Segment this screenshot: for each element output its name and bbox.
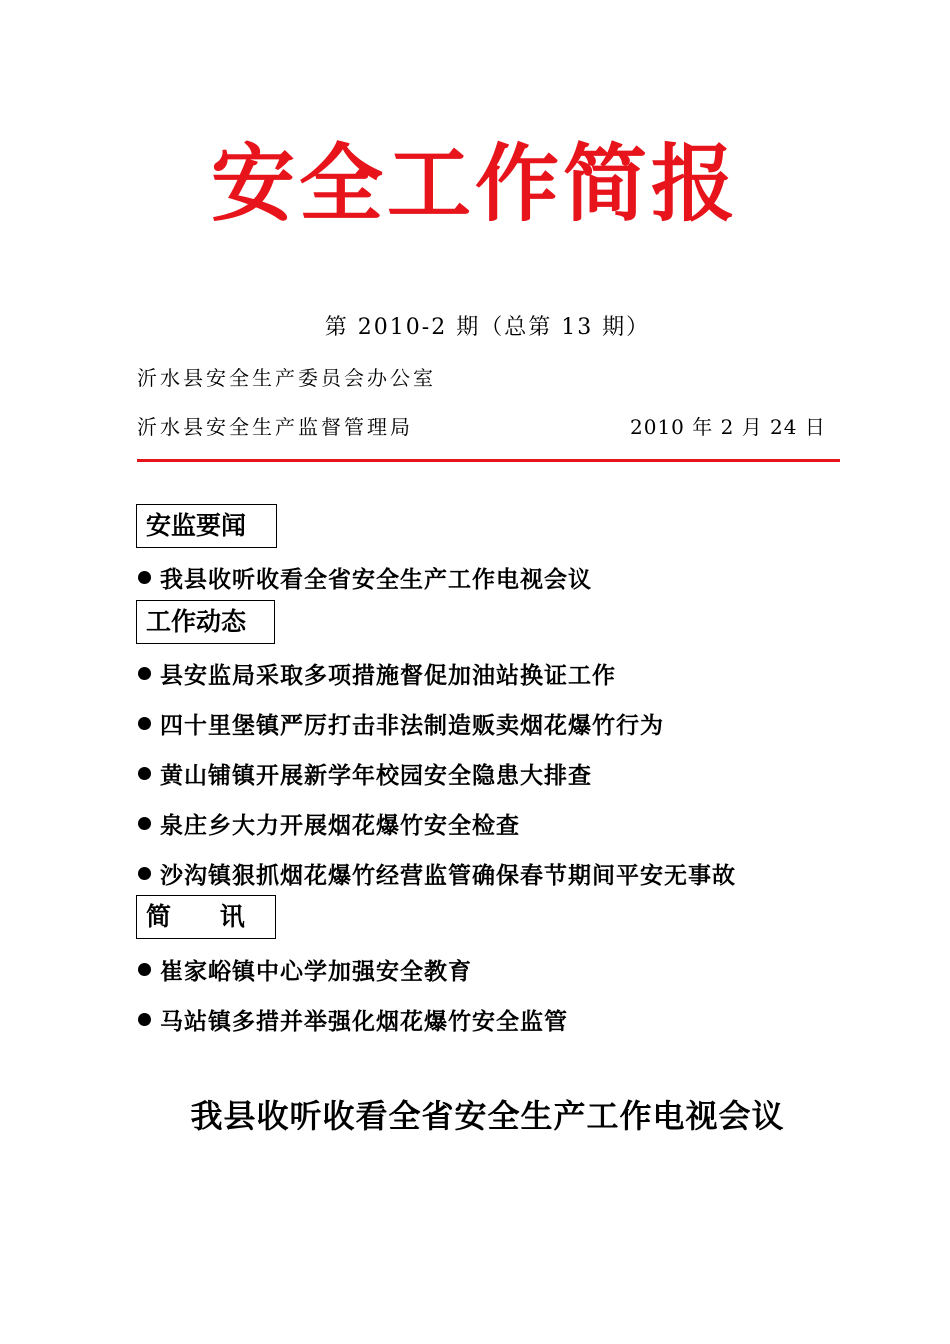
bullet-icon xyxy=(138,667,151,680)
bullet-icon xyxy=(138,717,151,730)
toc-item[interactable] xyxy=(138,707,664,740)
bullet-icon xyxy=(138,867,151,880)
toc-item[interactable] xyxy=(138,857,736,890)
toc-item[interactable] xyxy=(138,657,616,690)
publish-date: 2010 年 2 月 24 日 xyxy=(630,415,826,439)
toc-item-label: 沙沟镇狠抓烟花爆竹经营监管确保春节期间平安无事故 xyxy=(160,862,736,889)
toc-item-label: 马站镇多措并举强化烟花爆竹安全监管 xyxy=(160,1008,568,1035)
toc-item-label: 县安监局采取多项措施督促加油站换证工作 xyxy=(160,662,616,689)
masthead-title: 安全工作简报 xyxy=(210,134,739,233)
header-divider xyxy=(137,459,840,462)
toc-item-label: 黄山铺镇开展新学年校园安全隐患大排查 xyxy=(160,762,592,789)
bullet-icon xyxy=(138,1013,151,1026)
toc-item-label: 崔家峪镇中心学加强安全教育 xyxy=(160,958,472,985)
toc-item[interactable] xyxy=(138,757,592,790)
publisher-office: 沂水县安全生产委员会办公室 xyxy=(137,366,436,390)
toc-item[interactable] xyxy=(138,1003,568,1036)
bullet-icon xyxy=(138,963,151,976)
section-heading-work: 工作动态 xyxy=(136,600,275,644)
toc-item[interactable] xyxy=(138,561,592,594)
toc-item[interactable] xyxy=(138,953,472,986)
bullet-icon xyxy=(138,571,151,584)
section-heading-news: 安监要闻 xyxy=(136,504,277,548)
section-heading-brief: 简 讯 xyxy=(136,895,276,939)
publisher-bureau: 沂水县安全生产监督管理局 xyxy=(137,415,413,439)
issue-number: 第 2010-2 期（总第 13 期） xyxy=(324,315,651,340)
toc-item-label: 我县收听收看全省安全生产工作电视会议 xyxy=(160,566,592,593)
toc-item-label: 四十里堡镇严厉打击非法制造贩卖烟花爆竹行为 xyxy=(160,712,664,739)
toc-item[interactable] xyxy=(138,807,520,840)
article-title: 我县收听收看全省安全生产工作电视会议 xyxy=(190,1097,785,1135)
bullet-icon xyxy=(138,767,151,780)
bullet-icon xyxy=(138,817,151,830)
toc-item-label: 泉庄乡大力开展烟花爆竹安全检查 xyxy=(160,812,520,839)
